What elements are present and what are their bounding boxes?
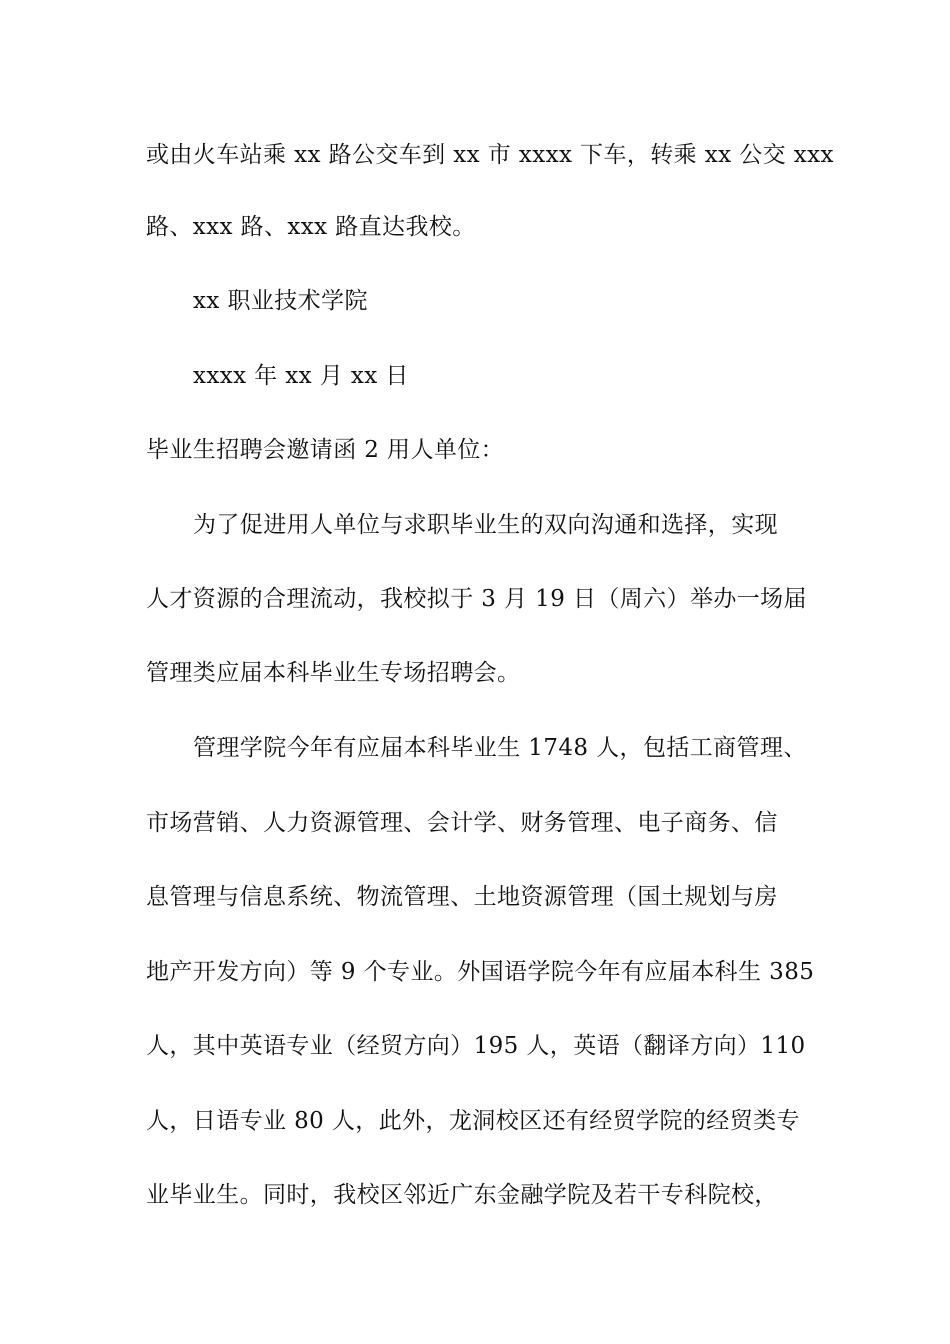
text-line-2: 路、xxx 路、xxx 路直达我校。 [146, 214, 476, 240]
text-line-15: 业毕业生。同时，我校区邻近广东金融学院及若干专科院校， [146, 1182, 778, 1208]
text-line-14: 人，日语专业 80 人，此外，龙洞校区还有经贸学院的经贸类专 [146, 1108, 800, 1134]
text-line-8: 管理类应届本科毕业生专场招聘会。 [146, 660, 521, 686]
text-line-7: 人才资源的合理流动，我校拟于 3 月 19 日（周六）举办一场届 [146, 586, 807, 612]
text-line-6: 为了促进用人单位与求职毕业生的双向沟通和选择，实现 [193, 512, 778, 538]
text-line-11: 息管理与信息系统、物流管理、土地资源管理（国土规划与房 [146, 884, 778, 910]
signature-institution: xx 职业技术学院 [193, 288, 368, 314]
text-line-13: 人，其中英语专业（经贸方向）195 人，英语（翻译方向）110 [146, 1033, 806, 1059]
text-line-9: 管理学院今年有应届本科毕业生 1748 人，包括工商管理、 [193, 735, 807, 761]
text-line-1: 或由火车站乘 xx 路公交车到 xx 市 xxxx 下车，转乘 xx 公交 xxx [146, 142, 834, 168]
signature-date: xxxx 年 xx 月 xx 日 [193, 363, 409, 389]
text-line-10: 市场营销、人力资源管理、会计学、财务管理、电子商务、信 [146, 810, 778, 836]
letter-heading: 毕业生招聘会邀请函 2 用人单位： [146, 437, 505, 463]
text-line-12: 地产开发方向）等 9 个专业。外国语学院今年有应届本科生 385 [146, 959, 815, 985]
